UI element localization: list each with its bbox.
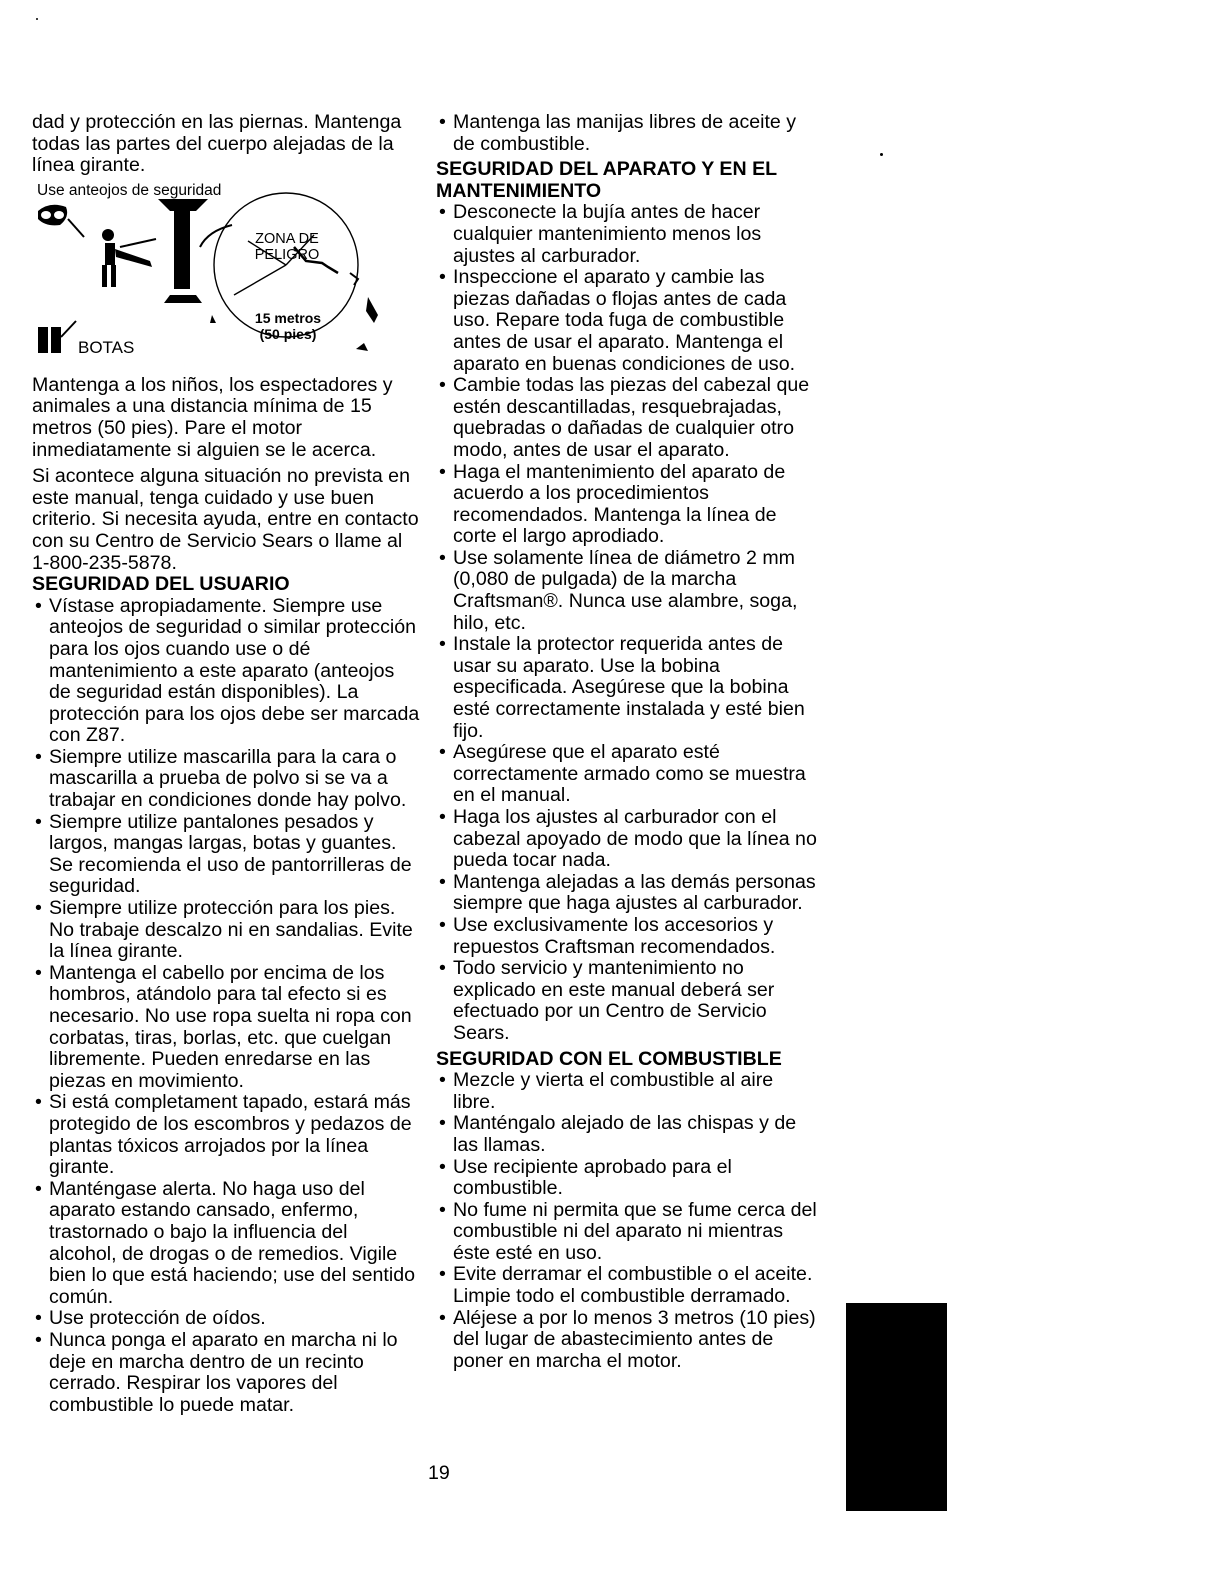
figure-caption: Use anteojos de seguridad [37,181,222,199]
list-item: • Inspeccione el aparato y cambie las piezas dañadas o flojas antes de cada uso. Repare toda fuga de combustible antes de usar el aparato. Mantenga el aparato en buenas condiciones de uso. [436,267,818,375]
list-item: • Haga los ajustes al carburador con el cabezal apoyado de modo que la línea no pueda tocar nada. [436,807,818,872]
distance-label-line1: 15 metros [254,309,322,326]
list-item: • Instale la protector requerida antes de usar su aparato. Use la bobina especificada. Asegúrese que la bobina esté correctamente instalada y esté bien fijo. [436,634,818,742]
list-item: • Mantenga alejadas a las demás personas siempre que haga ajustes al carburador. [436,872,818,915]
user-safety-list [32,596,420,1417]
list-item: • Use protección de oídos. [32,1308,420,1330]
section-tab-marker [846,1303,947,1511]
list-item: • Vístase apropiadamente. Siempre use anteojos de seguridad o similar protección para los ojos cuando use o dé mantenimiento a este aparato (anteojos de seguridad están disponibles). La protección para los ojos debe ser marcada con Z87. [32,596,420,747]
intro-paragraph: dad y protección en las piernas. Mantenga todas las partes del cuerpo alejadas de la línea girante. [32,111,402,177]
handles-list [436,112,818,155]
equipment-maintenance-list [436,202,818,1044]
scan-speck [36,18,38,20]
list-item: • Mantenga el cabello por encima de los hombros, atándolo para tal efecto si es necesario. No use ropa suelta ni ropa con corbatas, tiras, borlas, etc. que cuelgan libremente. Pueden enredarse en las piezas en movimiento. [32,963,420,1093]
list-item: • Desconecte la bujía antes de hacer cualquier mantenimiento menos los ajustes al carburador. [436,202,818,267]
fuel-safety-heading: SEGURIDAD CON EL COMBUSTIBLE [436,1047,782,1070]
list-item: • Mantenga las manijas libres de aceite y de combustible. [436,112,818,155]
page-number: 19 [428,1462,450,1484]
operator-figure-icon [102,229,156,287]
danger-zone-figure [32,177,402,367]
boots-label: BOTAS [78,337,135,357]
distance-label-line2: (50 pies) [259,325,317,342]
right-column [436,112,818,1372]
list-item: • Siempre utilize protección para los pies. No trabaje descalzo ni en sandalias. Evite la línea girante. [32,898,420,963]
list-item: • Use solamente línea de diámetro 2 mm (0,080 de pulgada) de la marcha Craftsman®. Nunca use alambre, soga, hilo, etc. [436,548,818,634]
list-item: • Haga el mantenimiento del aparato de acuerdo a los procedimientos recomendados. Mantenga la línea de corte el largo aprodiado. [436,462,818,548]
equipment-maintenance-heading: SEGURIDAD DEL APARATO Y EN EL MANTENIMIENTO [436,158,777,202]
children-distance-paragraph: Mantenga a los niños, los espectadores y animales a una distancia mínima de 15 metros (50 pies). Pare el motor inmediatamente si alguien se le acerca. [32,373,393,461]
goggles-icon [38,205,84,237]
list-item: • Evite derramar el combustible o el aceite. Limpie todo el combustible derramado. [436,1264,818,1307]
list-item: • Nunca ponga el aparato en marcha ni lo deje en marcha dentro de un recinto cerrado. Respirar los vapores del combustible lo puede matar. [32,1330,420,1416]
list-item: • Todo servicio y mantenimiento no explicado en este manual deberá ser efectuado por un Centro de Servicio Sears. [436,958,818,1044]
list-item: • Manténgalo alejado de las chispas y de las llamas. [436,1113,818,1156]
list-item: • Mezcle y vierta el combustible al aire libre. [436,1070,818,1113]
list-item: • Use exclusivamente los accesorios y repuestos Craftsman recomendados. [436,915,818,958]
list-item: • Cambie todas las piezas del cabezal que estén descantilladas, resquebrajadas, quebradas o dañadas de cualquier otro modo, antes de usar el aparato. [436,375,818,461]
list-item: • Siempre utilize pantalones pesados y largos, mangas largas, botas y guantes. Se recomienda el uso de pantorrilleras de seguridad. [32,812,420,898]
help-paragraph: Si acontece alguna situación no prevista en este manual, tenga cuidado y use buen criterio. Si necesita ayuda, entre en contacto con su Centro de Servicio Sears o llame al 1-800-235-5878. [32,465,419,574]
zone-label-line2: PELIGRO [254,246,320,263]
zone-label-line1: ZONA DE [255,230,319,247]
list-item: • Aléjese a por lo menos 3 metros (10 pies) del lugar de abastecimiento antes de poner en marcha el motor. [436,1308,818,1373]
scan-speck [880,153,883,156]
list-item: • Manténgase alerta. No haga uso del aparato estando cansado, enfermo, trastornado o bajo la influencia del alcohol, de drogas o de remedios. Vigile bien lo que está haciendo; use del sentido común. [32,1179,420,1309]
list-item: • Use recipiente aprobado para el combustible. [436,1157,818,1200]
fuel-safety-list [436,1070,818,1372]
boots-icon [38,321,76,353]
user-safety-heading: SEGURIDAD DEL USUARIO [32,573,290,596]
list-item: • No fume ni permita que se fume cerca del combustible ni del aparato ni mientras éste esté en uso. [436,1200,818,1265]
left-column [32,112,420,1416]
list-item: • Siempre utilize mascarilla para la cara o mascarilla a prueba de polvo si se va a trabajar en condiciones donde hay polvo. [32,747,420,812]
danger-zone-illustration [32,177,402,367]
list-item: • Si está completament tapado, estará más protegido de los escombros y pedazos de plantas tóxicos arrojados por la línea girante. [32,1092,420,1178]
list-item: • Asegúrese que el aparato esté correctamente armado como se muestra en el manual. [436,742,818,807]
tree-icon [158,199,208,303]
